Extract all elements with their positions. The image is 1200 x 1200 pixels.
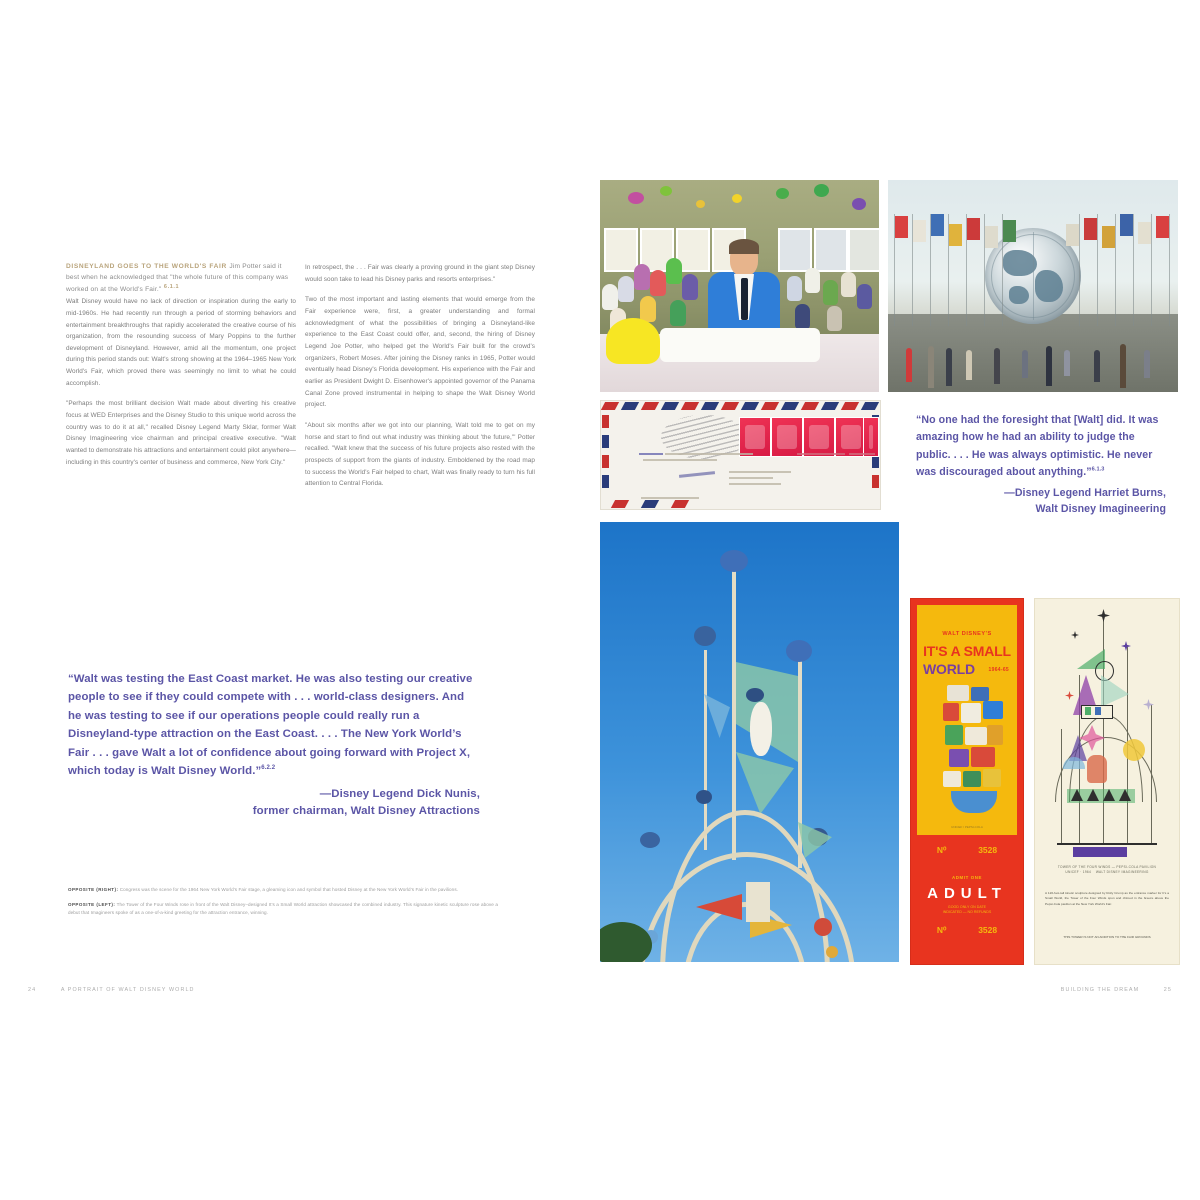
caption-text: Congress was the scene for the 1964 New York World’s Fair stage, a gleaming icon and symbol that hosted Disney at the New York World’s Fair in the pavilions. bbox=[119, 887, 459, 892]
right-running-head: BUILDING THE DREAM bbox=[1060, 987, 1140, 993]
ticket-class: ADULT bbox=[927, 885, 1007, 902]
pullquote-left bbox=[68, 670, 480, 820]
text-column-two bbox=[305, 262, 535, 499]
pullquote-right bbox=[916, 412, 1166, 518]
left-running-head: A PORTRAIT OF WALT DISNEY WORLD bbox=[60, 987, 195, 993]
airmail-border-bottom bbox=[601, 498, 880, 509]
ticket-number-top bbox=[911, 845, 1023, 856]
right-folio-number: 25 bbox=[1163, 987, 1172, 993]
pullquote-right-attrib-1: —Disney Legend Harriet Burns, bbox=[1004, 486, 1166, 499]
ticket-title-line2: WORLD bbox=[923, 661, 975, 677]
yellow-floral-display bbox=[606, 318, 660, 364]
drawing-footer-text: THIS TOWER IS NOT AN ADDITION TO THE FAIR GROUNDS bbox=[1063, 935, 1151, 939]
drawing-body-text: A 120-foot-tall kinetic sculpture designed by Rolly Crump as the entrance marker for It's a Small World, the Tower of the Four Winds spun and chimed in the breeze above the Pepsi-Cola pavilion at the New York World's Fair. bbox=[1045, 891, 1169, 906]
concept-drawing-illustration bbox=[1047, 609, 1167, 859]
pullquote-left-attribution bbox=[68, 786, 480, 820]
pullquote-left-text: “Walt was testing the East Coast market. He was also testing our creative people to see if they could compete with . . . world-class designers. And he was testing to see if our operations people could really run a Disneyland-type attraction on the East Coast. . . . The New York World’s Fair . . . gave Walt a lot of confidence about going forward with Project X, which today is Walt Disney World.” bbox=[68, 673, 473, 778]
drawing-caption-1: TOWER OF THE FOUR WINDS — PEPSI-COLA PAVILION bbox=[1057, 865, 1157, 869]
ticket-children-illustration bbox=[941, 685, 1007, 815]
ticket-fine-print-2: INDICATED — NO REFUNDS bbox=[942, 910, 992, 915]
caption-label: OPPOSITE (LEFT): bbox=[68, 901, 116, 907]
article-heading bbox=[66, 262, 296, 296]
white-model-display bbox=[660, 328, 820, 362]
ticket-number-prefix-bottom: N⁰ bbox=[936, 925, 947, 935]
ticket-subtitle: 1964-65 bbox=[988, 667, 1009, 673]
airmail-border-left bbox=[601, 401, 610, 509]
body-paragraph: "About six months after we got into our planning, Walt told me to get on my horse and start to find out what industry was thinking about 'the future,'" Potter recalled. "Walt knew that the success of his future projects also rested with the prospects of support from the giants of industry. Emboldened by the road map to success the World's Fair helped to chart, Walt was finally ready to turn his full attention to Central Florida. bbox=[305, 421, 535, 488]
caption-item bbox=[68, 901, 498, 917]
text-column-one bbox=[66, 262, 296, 477]
pullquote-left-ref: 6.2.2 bbox=[261, 765, 276, 772]
right-page bbox=[598, 150, 1180, 995]
walt-disney-with-model-photo bbox=[600, 180, 879, 392]
airmail-envelope-artifact bbox=[600, 400, 881, 510]
tower-concept-drawing bbox=[1034, 598, 1180, 965]
ticket-brand: WALT DISNEY'S bbox=[942, 631, 992, 637]
pullquote-right-attrib-2: Walt Disney Imagineering bbox=[1035, 502, 1166, 515]
left-folio-number: 24 bbox=[28, 987, 37, 993]
airmail-border-top bbox=[601, 401, 880, 412]
article-heading-ref: 6.1.1 bbox=[163, 284, 180, 291]
its-a-small-world-ticket bbox=[910, 598, 1024, 965]
article-heading-text: DISNEYLAND GOES TO THE WORLD'S FAIR bbox=[66, 263, 227, 270]
caption-text: The Tower of the Four Winds rose in front of the Walt Disney–designed It’s a Small World attraction showcased the combined industry. This signature kinetic sculpture rose above a debut that Imagineers spoke of as a one-of-a-kind greeting for the attraction entrance, winning. bbox=[68, 901, 498, 915]
right-page-folio bbox=[1061, 987, 1172, 993]
left-page-folio bbox=[28, 987, 195, 993]
caption-block bbox=[68, 886, 498, 924]
body-paragraph: In retrospect, the . . . Fair was clearly a proving ground in the giant step Disney would soon take to lead his Disney parks and resorts enterprises." bbox=[305, 264, 535, 283]
pullquote-right-text: “No one had the foresight that [Walt] did. It was amazing how he had an ability to judge the public. . . . He was always optimistic. He never was discouraged about anything.” bbox=[916, 414, 1159, 479]
ticket-title-line1: IT'S A SMALL bbox=[923, 643, 1011, 659]
caption-label: OPPOSITE (RIGHT): bbox=[68, 887, 119, 892]
drawing-caption bbox=[1043, 865, 1171, 875]
drawing-caption-2: UNICEF · 1964 bbox=[1065, 870, 1092, 875]
caption-item bbox=[68, 886, 498, 894]
pullquote-left-attrib-1: —Disney Legend Dick Nunis, bbox=[319, 787, 480, 800]
drawing-caption-3: WALT DISNEY IMAGINEERING bbox=[1095, 870, 1149, 875]
ticket-number-value-bottom: 3528 bbox=[978, 925, 998, 935]
ticket-artwork-panel bbox=[917, 605, 1017, 835]
ticket-credit: UNICEF / PEPSI-COLA bbox=[951, 825, 983, 829]
left-page bbox=[22, 150, 582, 995]
ticket-fine-print-1: GOOD ONLY ON DATE bbox=[947, 905, 987, 909]
pullquote-left-attrib-2: former chairman, Walt Disney Attractions bbox=[252, 804, 480, 817]
ticket-admission-label: ADMIT ONE bbox=[951, 875, 983, 880]
body-paragraph: "Perhaps the most brilliant decision Walt made about diverting his creative focus at WED Enterprises and the Disney Studio to this unique world across the country was to do it at all," recalled Disney Legend Marty Sklar, former Walt Disney Imagineering vice chairman and principal creative executive. "Walt wanted to demonstrate his attractions and entertainment could pilot anywhere—including in this country's center of business and commerce, New York City." bbox=[66, 400, 296, 466]
ticket-fine-print bbox=[911, 905, 1023, 916]
ticket-number-bottom bbox=[911, 925, 1023, 936]
body-paragraph: Walt Disney would have no lack of direction or inspiration during the early to mid-1960s. He had recently run through a period of storming behaviors and entertainment breakthroughs that rapidly accelerated the creative course of his organization, from the resounding success of Mary Poppins to the further development of Disneyland. However, amid all the momentum, one project during this period stands out: Walt's strong showing at the 1964–1965 New York World's Fair, which proved there was seemingly no limit to what he could accomplish. bbox=[66, 298, 296, 387]
article-heading-lede: Jim Potter said it best when he acknowledged that "the whole future of this company was worked on at the World's Fair." bbox=[66, 263, 289, 294]
pullquote-right-attribution bbox=[916, 486, 1166, 518]
pullquote-right-ref: 6.1.3 bbox=[1091, 466, 1105, 473]
ticket-number-prefix-top: N⁰ bbox=[936, 845, 947, 855]
body-paragraph: Two of the most important and lasting elements that would emerge from the Fair experience were, first, a greater understanding and formal acknowledgment of what the possibilities of bringing a Disneyland-like experience to the East Coast could offer, and, second, the hiring of Disney Legend Joe Potter, who helped get the World's Fair built for the crowd's organizers, Robert Moses. After joining the Disney ranks in 1965, Potter would eventually head Disney's Florida development. His experience with the Fair and earlier as President Dwight D. Eisenhower's appointed governor of the Panama Canal Zone proved instrumental in helping to shape the Walt Disney World project. bbox=[305, 296, 535, 409]
unisphere-worlds-fair-photo bbox=[888, 180, 1178, 392]
ticket-number-value-top: 3528 bbox=[978, 845, 998, 855]
tower-of-the-four-winds-photo bbox=[600, 522, 899, 962]
